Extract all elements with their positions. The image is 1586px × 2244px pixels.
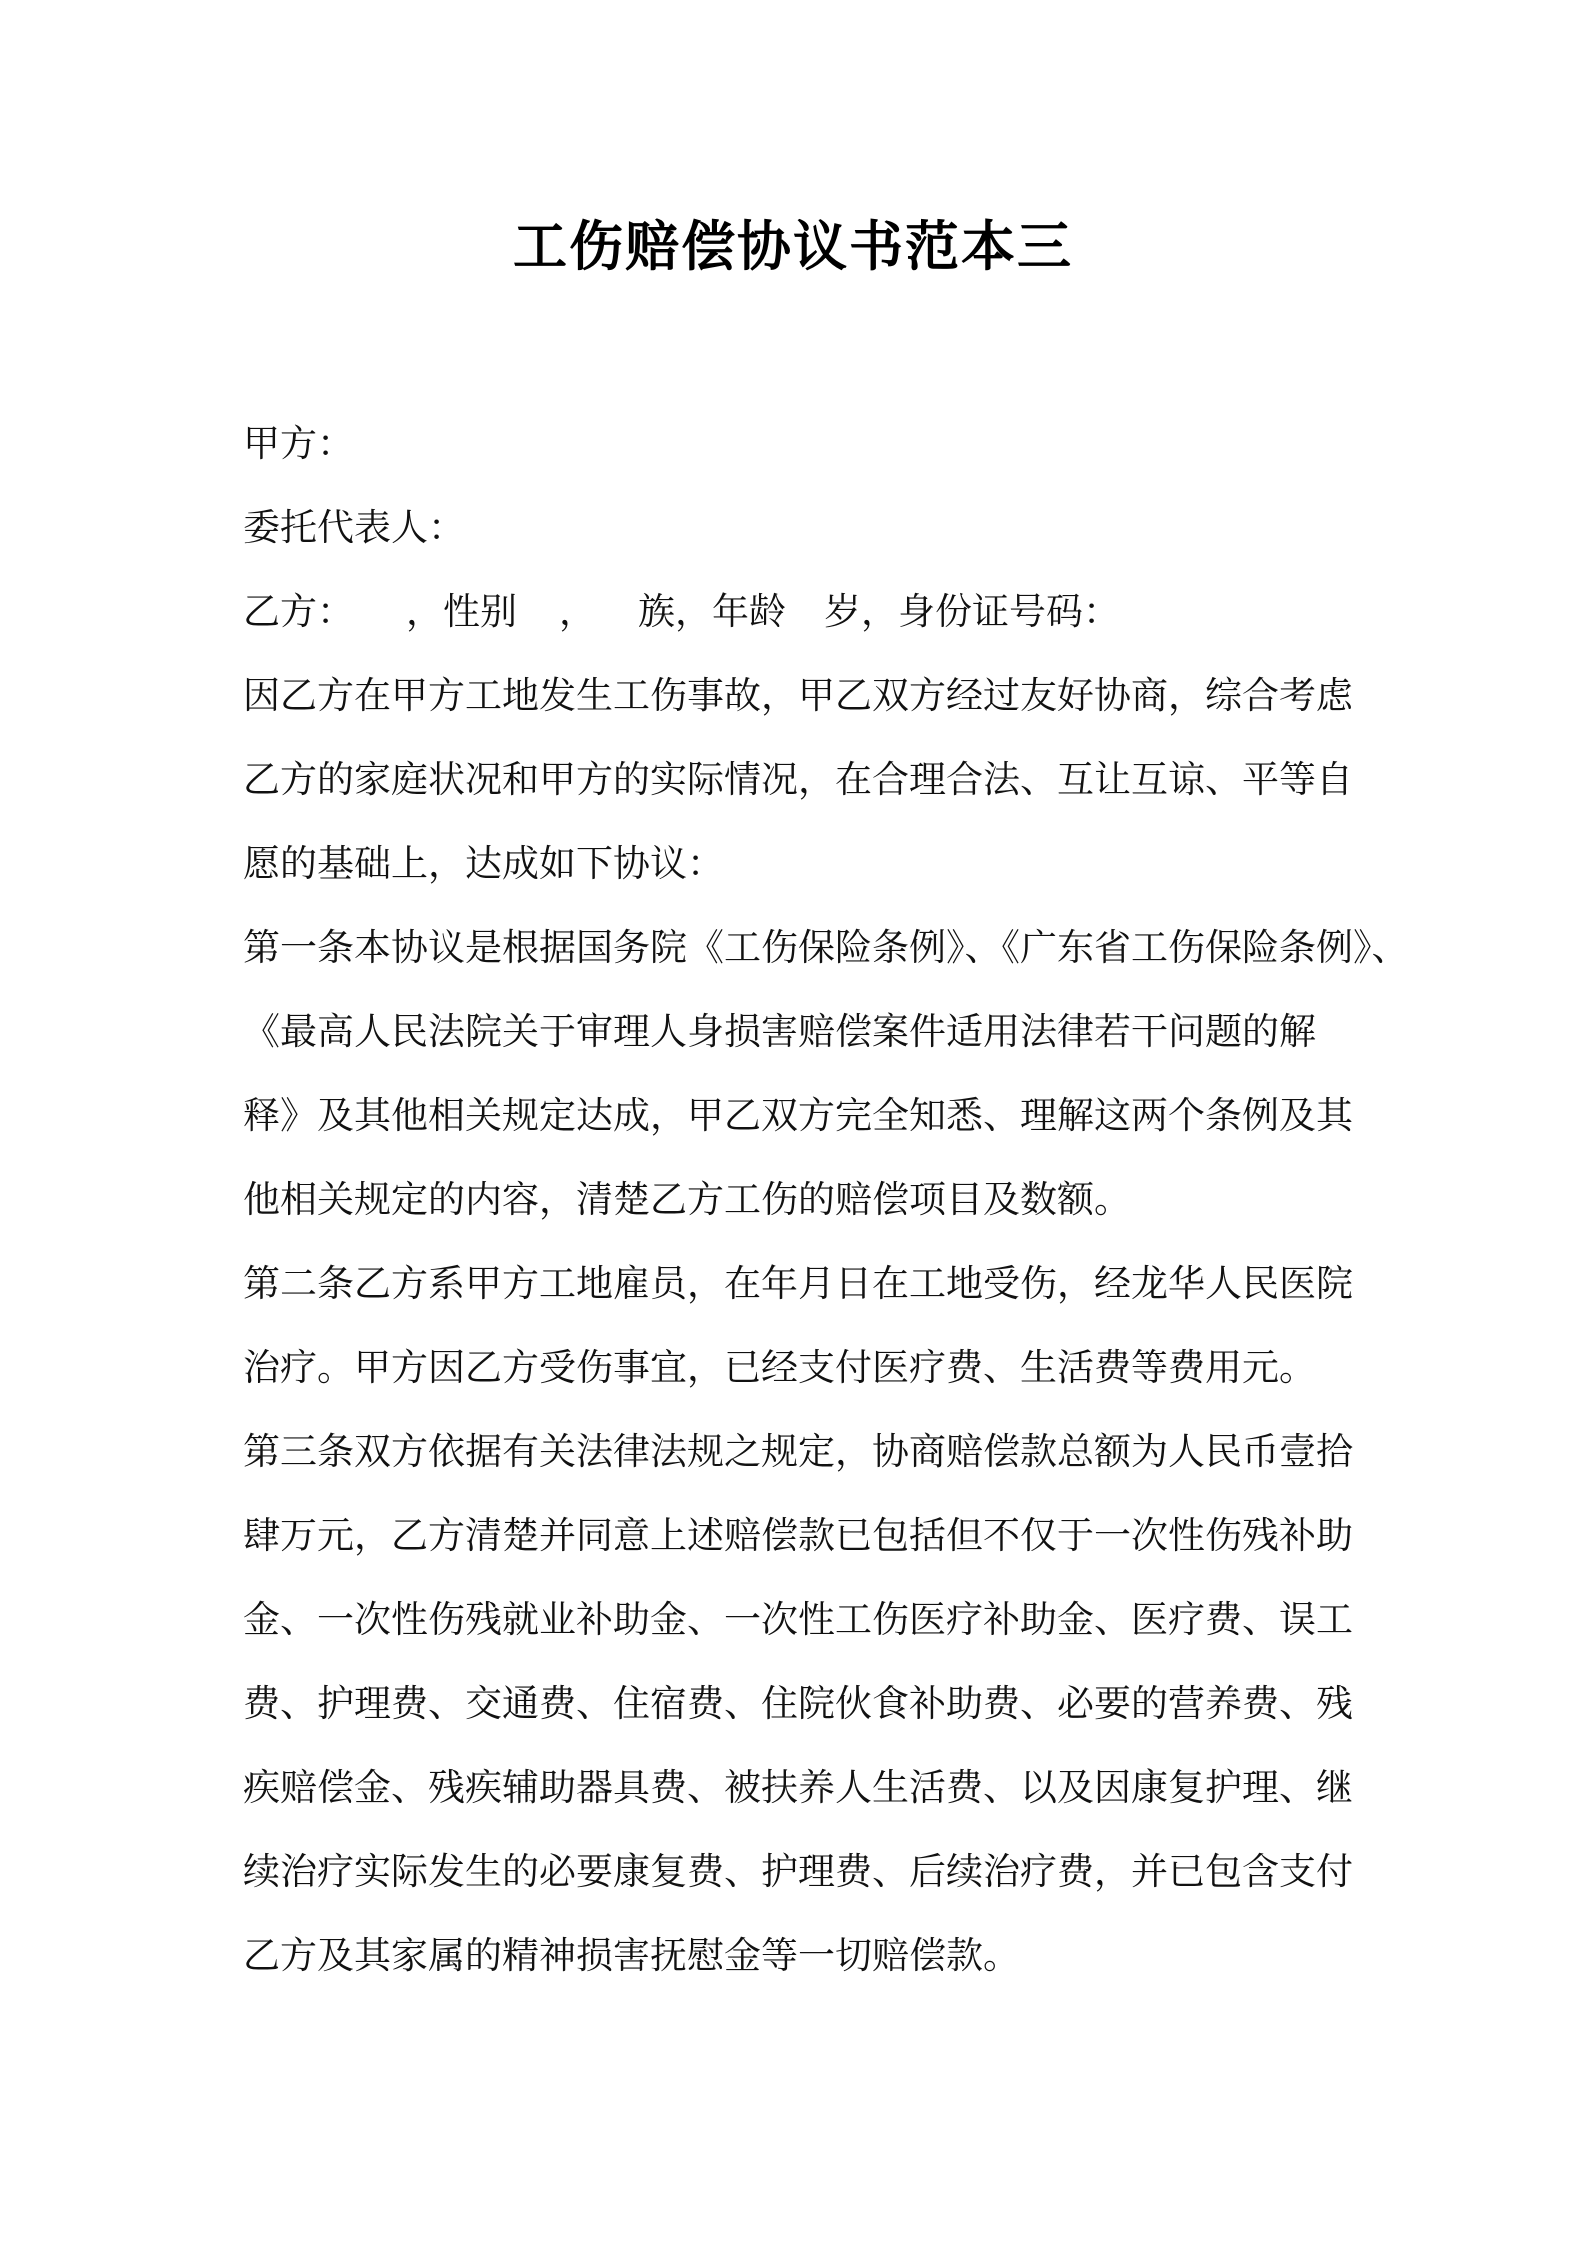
article-3-line: 续治疗实际发生的必要康复费、护理费、后续治疗费，并已包含支付 bbox=[243, 1850, 1353, 1893]
article-3-line: 第三条双方依据有关法律法规之规定，协商赔偿款总额为人民币壹拾 bbox=[243, 1430, 1353, 1473]
document-body bbox=[243, 402, 1409, 1998]
article-3-line: 乙方及其家属的精神损害抚慰金等一切赔偿款。 bbox=[243, 1934, 1020, 1977]
article-3-line: 金、一次性伤残就业补助金、一次性工伤医疗补助金、医疗费、误工 bbox=[243, 1598, 1353, 1641]
article-3-line: 肆万元，乙方清楚并同意上述赔偿款已包括但不仅于一次性伤残补助 bbox=[243, 1514, 1353, 1557]
article-3-line: 疾赔偿金、残疾辅助器具费、被扶养人生活费、以及因康复护理、继 bbox=[243, 1766, 1353, 1809]
article-1-line: 释》及其他相关规定达成，甲乙双方完全知悉、理解这两个条例及其 bbox=[243, 1094, 1353, 1137]
party-a-line: 甲方： bbox=[243, 422, 354, 465]
paragraph-line: 乙方的家庭状况和甲方的实际情况，在合理合法、互让互谅、平等自 bbox=[243, 758, 1353, 801]
article-1-line: 他相关规定的内容，清楚乙方工伤的赔偿项目及数额。 bbox=[243, 1178, 1131, 1221]
article-2-line: 治疗。甲方因乙方受伤事宜，已经支付医疗费、生活费等费用元。 bbox=[243, 1346, 1316, 1389]
document-title: 工伤赔偿协议书范本三 bbox=[513, 215, 1073, 278]
article-1-line: 第一条本协议是根据国务院《工伤保险条例》、《广东省工伤保险条例》、 bbox=[243, 926, 1409, 969]
party-b-line bbox=[243, 570, 1373, 654]
paragraph-line: 愿的基础上，达成如下协议： bbox=[243, 842, 724, 885]
article-1-line: 《最高人民法院关于审理人身损害赔偿案件适用法律若干问题的解 bbox=[243, 1010, 1316, 1053]
age-id-label: 岁，身份证号码： bbox=[824, 590, 1120, 633]
article-3-line: 费、护理费、交通费、住宿费、住院伙食补助费、必要的营养费、残 bbox=[243, 1682, 1353, 1725]
ethnicity-age-label: 族，年龄 bbox=[638, 590, 786, 633]
comma-separator: ， bbox=[559, 590, 596, 633]
party-b-label: 乙方： bbox=[243, 590, 354, 633]
article-2-line: 第二条乙方系甲方工地雇员，在年月日在工地受伤，经龙华人民医院 bbox=[243, 1262, 1353, 1305]
representative-line: 委托代表人： bbox=[243, 506, 465, 549]
paragraph-line: 因乙方在甲方工地发生工伤事故，甲乙双方经过友好协商，综合考虑 bbox=[243, 674, 1353, 717]
gender-label: ，性别 bbox=[406, 590, 517, 633]
